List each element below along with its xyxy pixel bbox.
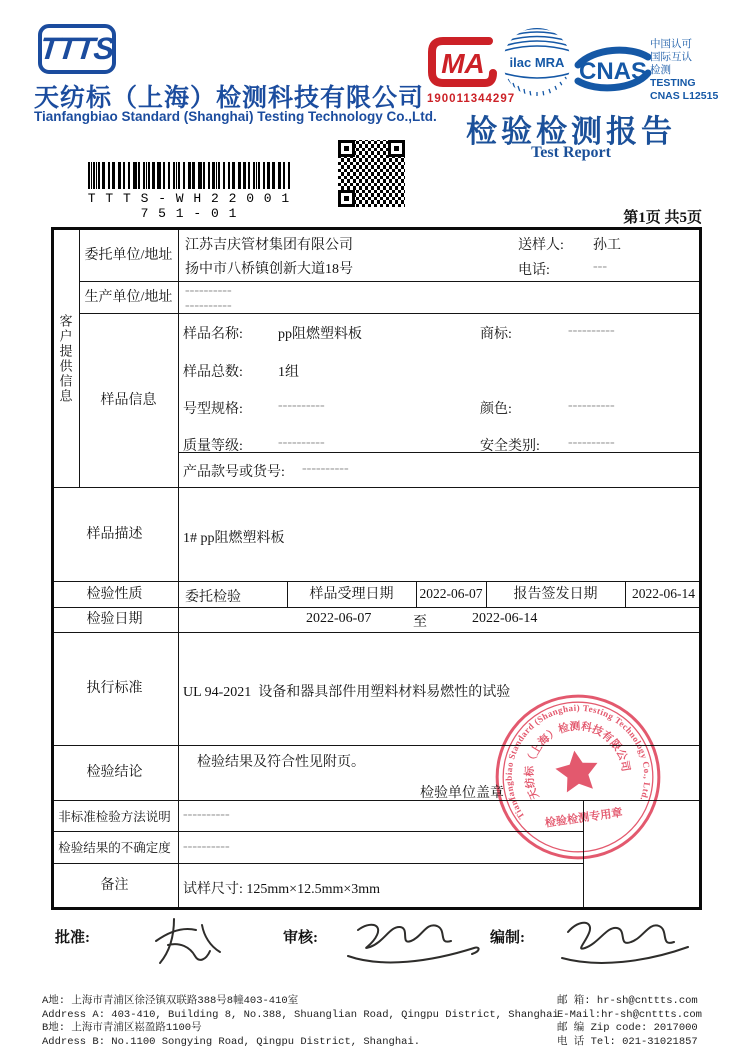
sample-name-label: 样品名称:	[183, 327, 243, 342]
accept-date-value: 2022-06-07	[419, 586, 483, 601]
issue-date-value: 2022-06-14	[632, 586, 695, 601]
remark-label: 备注	[100, 877, 129, 893]
grade-label: 质量等级:	[183, 439, 243, 454]
approve-label: 批准:	[55, 930, 90, 946]
seal-ring-text: Tianfangbiao Standard (Shanghai) Testing Technology Co., Ltd.	[503, 702, 653, 822]
sample-total-label: 样品总数:	[183, 365, 243, 380]
review-signature	[340, 900, 485, 975]
conclusion-value: 检验结果及符合性见附页。	[197, 755, 365, 770]
seal-star-icon	[553, 748, 601, 794]
address-a-cn: A地: 上海市青浦区徐泾镇双联路388号8幢403-410室	[42, 995, 299, 1007]
producer-value-2: ----------	[185, 298, 232, 313]
ilac-mra-text: ilac MRA	[509, 55, 565, 70]
inspect-date-from: 2022-06-07	[306, 611, 372, 626]
spec-value: ----------	[278, 398, 325, 413]
svg-text:MA: MA	[441, 48, 485, 79]
accreditation-text: 中国认可 国际互认 检测 TESTING CNAS L12515	[650, 38, 719, 102]
color-label: 颜色:	[480, 402, 512, 417]
compile-label: 编制:	[490, 930, 525, 946]
color-value: ----------	[568, 398, 615, 413]
uncertainty-value: ----------	[183, 839, 230, 854]
tel-line: 电 话 Tel: 021-31021857	[557, 1035, 698, 1048]
entrust-unit-name: 江苏吉庆管材集团有限公司	[185, 238, 353, 253]
inspect-nature-label: 检验性质	[86, 586, 143, 602]
email-en: E-Mail:hr-sh@cnttts.com	[557, 1008, 702, 1021]
email-cn: 邮 箱: hr-sh@cnttts.com	[557, 995, 698, 1007]
standard-value: UL 94-2021 设备和器具部件用塑料材料易燃性的试验	[183, 685, 511, 700]
safety-value: ----------	[568, 435, 615, 450]
uncertainty-label: 检验结果的不确定度	[58, 841, 171, 855]
remark-value: 试样尺寸: 125mm×12.5mm×3mm	[183, 882, 381, 897]
seal-bottom-text: 检验检测专用章	[544, 806, 624, 830]
grid-line	[178, 452, 699, 453]
company-name-en: Tianfangbiao Standard (Shanghai) Testing Technology Co.,Ltd.	[34, 109, 437, 124]
qr-code	[338, 140, 405, 207]
issue-date-label: 报告签发日期	[513, 586, 598, 602]
ttts-logo	[38, 24, 116, 74]
producer-value-1: ----------	[185, 283, 232, 298]
product-no-value: ----------	[302, 461, 349, 476]
address-b-en: Address B: No.1100 Songying Road, Qingpu District, Shanghai.	[42, 1035, 421, 1048]
entrust-unit-address: 扬中市八桥镇创新大道18号	[185, 262, 353, 277]
sender-label: 送样人:	[518, 238, 564, 253]
grid-line	[178, 230, 179, 907]
address-b-cn: B地: 上海市青浦区崧盈路1100号	[42, 1022, 202, 1034]
qr-finder	[338, 190, 355, 207]
qr-finder	[338, 140, 355, 157]
ilac-mra-icon	[502, 27, 572, 97]
phone-label: 电话:	[518, 263, 550, 278]
company-seal	[492, 691, 664, 863]
sample-name-value: pp阻燃塑料板	[278, 327, 362, 342]
cnas-mark-icon	[574, 44, 652, 94]
qr-finder	[388, 140, 405, 157]
footer-addresses	[42, 995, 559, 1049]
address-a-en: Address A: 403-410, Building 8, No.388, Shuanglian Road, Qingpu District, Shanghai	[42, 1008, 559, 1021]
cma-mark-icon	[427, 31, 499, 93]
seal-hint: 检验单位盖章	[420, 786, 504, 801]
cnas-text: CNAS	[578, 58, 648, 85]
sample-desc-label: 样品描述	[86, 526, 143, 542]
grade-value: ----------	[278, 435, 325, 450]
inspect-date-to: 2022-06-14	[472, 611, 538, 626]
report-title-en: Test Report	[531, 144, 611, 161]
conclusion-label: 检验结论	[86, 765, 143, 780]
page-indicator: 第1页 共5页	[623, 210, 702, 226]
approve-signature	[140, 905, 250, 970]
cma-number: 190011344297	[427, 93, 516, 105]
sample-desc-value: 1# pp阻燃塑料板	[183, 531, 285, 546]
accept-date-label: 样品受理日期	[309, 586, 394, 602]
barcode-text: T T T S - W H 2 2 0 0 1 7 5 1 - 0 1	[87, 191, 291, 221]
report-title-cn: 检验检测报告	[466, 114, 676, 149]
seal-arc-text: 天纺标（上海）检测科技有限公司	[523, 720, 632, 802]
non-standard-label: 非标准检验方法说明	[58, 809, 171, 824]
inspect-date-to-word: 至	[413, 615, 427, 630]
company-name-cn: 天纺标（上海）检测科技有限公司	[34, 84, 425, 112]
footer-contacts	[557, 995, 702, 1049]
trademark-value: ----------	[568, 323, 615, 338]
compile-signature	[552, 900, 702, 975]
trademark-label: 商标:	[480, 327, 512, 342]
producer-unit-label: 生产单位/地址	[84, 289, 173, 305]
product-no-label: 产品款号或货号:	[183, 465, 285, 480]
standard-label: 执行标准	[86, 681, 143, 696]
barcode	[88, 162, 290, 189]
zip-line: 邮 编 Zip code: 2017000	[557, 1022, 698, 1034]
sender-value: 孙工	[593, 238, 621, 253]
entrust-unit-label: 委托单位/地址	[84, 248, 173, 263]
safety-label: 安全类别:	[480, 439, 540, 454]
phone-value: ---	[593, 259, 607, 274]
inspect-nature-value: 委托检验	[185, 590, 241, 605]
inspect-date-label: 检验日期	[86, 612, 143, 627]
review-label: 审核:	[283, 930, 318, 946]
spec-label: 号型规格:	[183, 402, 243, 417]
client-info-vertical-label: 客户提供信息	[57, 313, 73, 404]
ttts-logo-text: TTTS	[38, 31, 116, 66]
sample-total-value: 1组	[278, 365, 299, 380]
sample-info-label: 样品信息	[100, 392, 157, 408]
non-standard-value: ----------	[183, 807, 230, 822]
